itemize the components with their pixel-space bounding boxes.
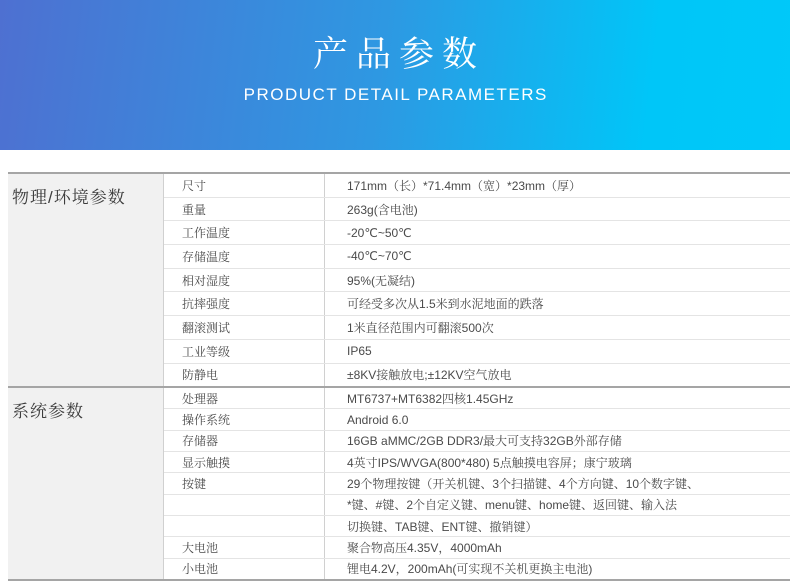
table-row (164, 431, 790, 452)
param-label: 处理器 (164, 388, 325, 408)
param-value: 95%(无凝结) (347, 273, 416, 288)
table-row (164, 559, 790, 579)
table-row (164, 495, 790, 516)
param-label: 工作温度 (164, 221, 325, 244)
param-label: 显示触摸 (164, 452, 325, 472)
param-label: 大电池 (164, 537, 325, 557)
table-row (164, 516, 790, 537)
param-value: 263g(含电池) (347, 202, 418, 217)
table-row (164, 388, 790, 409)
table-row (164, 316, 790, 340)
param-label: 存储温度 (164, 245, 325, 268)
banner (0, 0, 790, 150)
param-value: 可经受多次从1.5米到水泥地面的跌落 (347, 297, 544, 312)
param-value: -40℃~70℃ (347, 249, 412, 264)
param-label: 工业等级 (164, 340, 325, 363)
param-label: 操作系统 (164, 409, 325, 429)
param-label: 按键 (164, 473, 325, 493)
param-value: *键、#键、2个自定义键、menu键、home键、返回键、输入法 (347, 498, 678, 513)
section-label: 系统参数 (8, 388, 164, 579)
param-label: 相对湿度 (164, 269, 325, 292)
table-row (164, 473, 790, 494)
spec-section (8, 174, 790, 388)
page-subtitle: PRODUCT DETAIL PARAMETERS (243, 85, 548, 105)
param-value: -20℃~50℃ (347, 225, 412, 240)
param-label (164, 495, 325, 515)
section-rows (164, 388, 790, 579)
param-value: 1米直径范围内可翻滚500次 (347, 320, 494, 335)
table-row (164, 537, 790, 558)
param-value: 聚合物高压4.35V，4000mAh (347, 540, 502, 555)
table-row (164, 340, 790, 364)
spec-section (8, 388, 790, 581)
param-label: 小电池 (164, 559, 325, 579)
table-row (164, 452, 790, 473)
param-label (164, 516, 325, 536)
section-rows (164, 174, 790, 386)
section-label: 物理/环境参数 (8, 174, 164, 386)
param-label: 存储器 (164, 431, 325, 451)
param-value: 171mm（长）*71.4mm（宽）*23mm（厚） (347, 178, 582, 193)
param-label: 尺寸 (164, 174, 325, 197)
param-value: 29个物理按键（开关机键、3个扫描键、4个方向键、10个数字键、 (347, 477, 700, 492)
param-value: 4英寸IPS/WVGA(800*480) 5点触摸电容屏；康宁玻璃 (347, 455, 632, 470)
table-row (164, 174, 790, 198)
table-row (164, 269, 790, 293)
param-label: 翻滚测试 (164, 316, 325, 339)
param-value: ±8KV接触放电;±12KV空气放电 (347, 368, 512, 383)
table-row (164, 245, 790, 269)
param-value: 切换键、TAB键、ENT键、撤销键） (347, 519, 538, 534)
page-title: 产品参数 (312, 34, 485, 74)
param-value: 锂电4.2V，200mAh(可实现不关机更换主电池) (347, 562, 593, 577)
table-row (164, 364, 790, 387)
table-row (164, 198, 790, 222)
table-row (164, 221, 790, 245)
table-row (164, 292, 790, 316)
param-value: Android 6.0 (347, 412, 409, 427)
param-label: 重量 (164, 198, 325, 221)
param-value: 16GB aMMC/2GB DDR3/最大可支持32GB外部存储 (347, 434, 622, 449)
spec-table (8, 172, 790, 581)
param-value: MT6737+MT6382四核1.45GHz (347, 391, 514, 406)
param-label: 防静电 (164, 364, 325, 387)
table-row (164, 409, 790, 430)
param-value: IP65 (347, 344, 372, 359)
param-label: 抗摔强度 (164, 292, 325, 315)
